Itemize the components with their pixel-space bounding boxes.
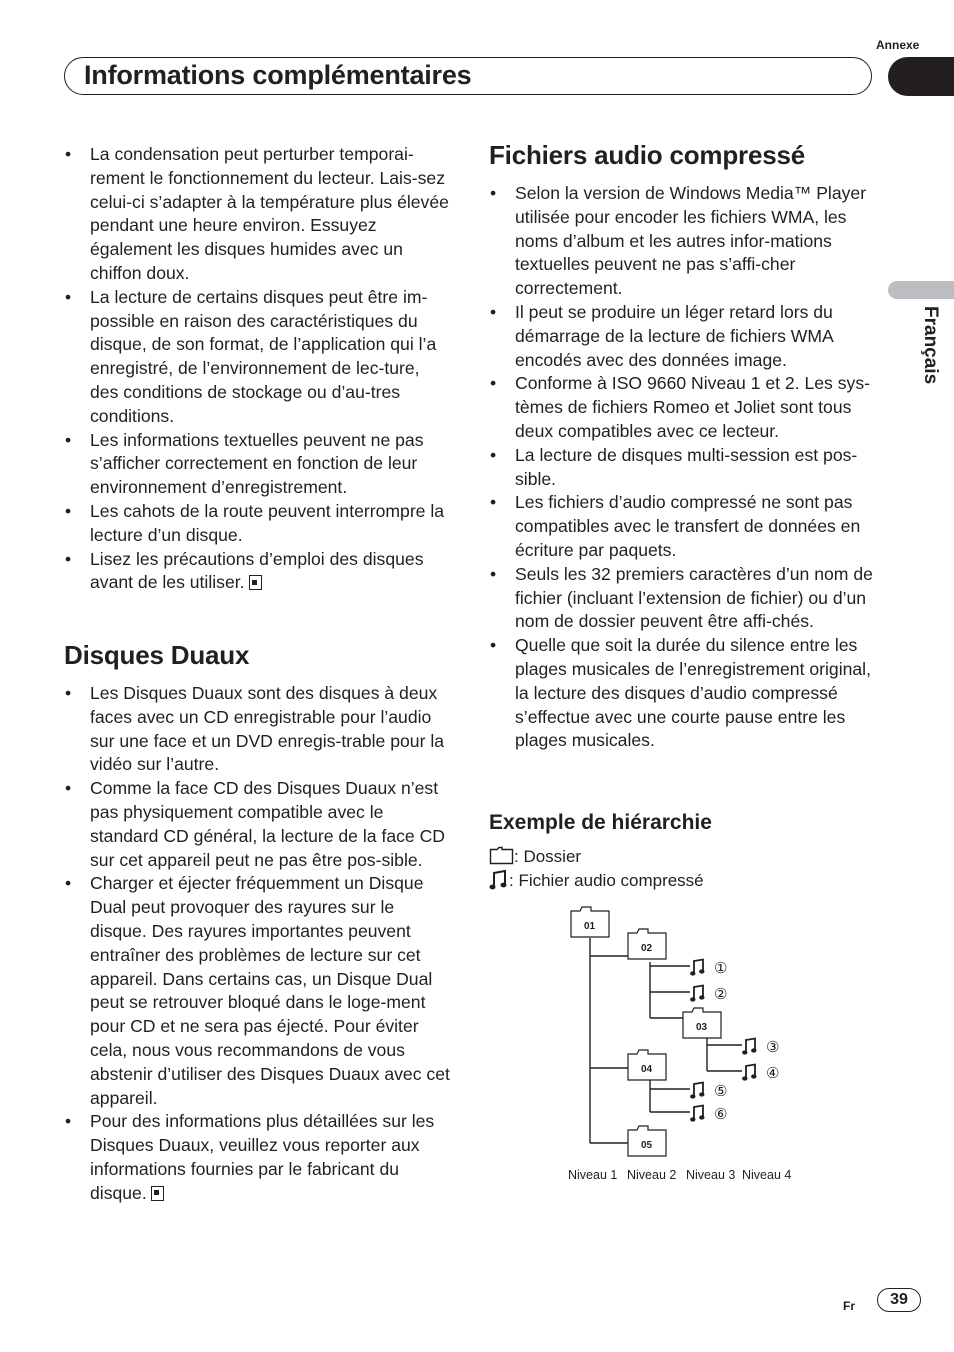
level-label: Niveau 2 [627, 1168, 677, 1182]
footer-language-code: Fr [843, 1299, 855, 1313]
list-item: • Les cahots de la route peuvent interrompre la lecture d’un disque. [64, 500, 452, 548]
folder-03 [683, 1008, 721, 1038]
file-1 [690, 960, 727, 978]
hierarchy-diagram [560, 900, 810, 1190]
level-label: Niveau 1 [568, 1168, 618, 1182]
list-item: • Seuls les 32 premiers caractères d’un nom de fichier (incluant l’extension de fichier) ou d’un nom de dossier peuvent être affi-chés. [489, 563, 879, 634]
file-3 [742, 1039, 779, 1057]
file-label: ① [714, 960, 728, 977]
folder-label: 02 [641, 943, 653, 954]
file-label: ⑥ [714, 1106, 728, 1123]
list-item: • Comme la face CD des Disques Duaux n’est pas physiquement compatible avec le standard CD général, la lecture de la face CD sur cet appareil peut ne pas être pos-sible. [64, 777, 452, 872]
list-item: • Les fichiers d’audio compressé ne sont pas compatibles avec le transfert de données en écriture par paquets. [489, 491, 879, 562]
list-item: • La condensation peut perturber temporai-rement le fonctionnement du lecteur. Lais-sez celui-ci s’adapter à la température plus élevée pendant une heure environ. Essuyez également les disques humides avec un chiffon doux. [64, 143, 452, 286]
list-item: • La lecture de disques multi-session est pos-sible. [489, 444, 879, 492]
legend-file-label: : Fichier audio compressé [509, 871, 704, 890]
language-tab-marker [888, 281, 954, 299]
list-item: • Selon la version de Windows Media™ Player utilisée pour encoder les fichiers WMA, les noms d’album et les autres infor-mations textuelles peuvent ne pas s’affi-cher correctement. [489, 182, 879, 301]
end-mark-icon [249, 575, 262, 590]
file-6 [690, 1106, 727, 1124]
list-item-text: Pour des informations plus détaillées sur les Disques Duaux, veuillez vous reporter aux informations fournies par le fabricant du disque. [90, 1111, 435, 1203]
list-item [64, 548, 452, 596]
folder-02 [628, 929, 666, 959]
file-4 [742, 1065, 779, 1083]
list-item [64, 1110, 452, 1205]
compressed-audio-heading: Fichiers audio compressé [489, 140, 805, 170]
intro-bullet-list [64, 143, 452, 595]
file-2 [690, 986, 727, 1004]
list-item: • Conforme à ISO 9660 Niveau 1 et 2. Les sys-tèmes de fichiers Romeo et Joliet sont tous deux compatibles avec ce lecteur. [489, 372, 879, 443]
folder-05 [628, 1126, 666, 1156]
section-tab [888, 57, 954, 96]
end-mark-icon [151, 1186, 164, 1201]
list-item: • Charger et éjecter fréquemment un Disque Dual peut provoquer des rayures sur le disque. Des rayures importantes peuvent entraîner des problèmes de lecture sur cet appareil. Dans certains cas, un Disque Dual peut se retrouver bloqué dans le loge-ment pour CD et ne sera pas éjecté. Pour éviter cela, nous vous recommandons de vous abstenir d’utiliser des Disques Duaux avec cet appareil. [64, 872, 452, 1110]
legend-file [489, 869, 704, 892]
level-label: Niveau 3 [686, 1168, 736, 1182]
legend-folder [489, 845, 581, 868]
folder-label: 05 [641, 1140, 653, 1151]
page-number: 39 [877, 1288, 921, 1312]
dual-discs-bullet-list [64, 682, 452, 1206]
folder-01 [571, 907, 609, 937]
file-label: ④ [766, 1065, 780, 1082]
file-label: ② [714, 986, 728, 1003]
folder-icon [489, 845, 514, 865]
legend-folder-label: : Dossier [514, 847, 582, 866]
file-label: ③ [766, 1039, 780, 1056]
level-label: Niveau 4 [742, 1168, 792, 1182]
dual-discs-heading: Disques Duaux [64, 640, 250, 670]
list-item: • Les informations textuelles peuvent ne pas s’afficher correctement en fonction de leur environnement d’enregistrement. [64, 429, 452, 500]
section-label: Annexe [876, 38, 920, 52]
file-5 [690, 1083, 727, 1101]
music-note-icon [489, 869, 509, 891]
page-title: Informations complémentaires [84, 60, 472, 90]
file-label: ⑤ [714, 1083, 728, 1100]
hierarchy-heading: Exemple de hiérarchie [489, 811, 712, 834]
folder-04 [628, 1050, 666, 1080]
list-item-text: Lisez les précautions d’emploi des disques avant de les utiliser. [90, 548, 424, 593]
list-item: • Les Disques Duaux sont des disques à deux faces avec un CD enregistrable pour l’audio sur une face et un DVD enregis-trable pour la vidéo sur l’autre. [64, 682, 452, 777]
list-item: • La lecture de certains disques peut être im-possible en raison des caractéristiques du disque, de son format, de l’application qui l’a enregistré, de l’environnement de lec-ture, des conditions de stockage ou d’au-tres conditions. [64, 286, 452, 429]
language-tab-label: Français [920, 306, 941, 385]
compressed-audio-bullet-list [489, 182, 879, 753]
list-item: • Quelle que soit la durée du silence entre les plages musicales de l’enregistrement original, la lecture des disques d’audio compressé s’effectue avec une courte pause entre les plages musicales. [489, 634, 879, 753]
folder-label: 01 [584, 921, 596, 932]
folder-label: 04 [641, 1064, 653, 1075]
list-item: • Il peut se produire un léger retard lors du démarrage de la lecture de fichiers WMA encodés avec des données image. [489, 301, 879, 372]
folder-label: 03 [696, 1022, 708, 1033]
